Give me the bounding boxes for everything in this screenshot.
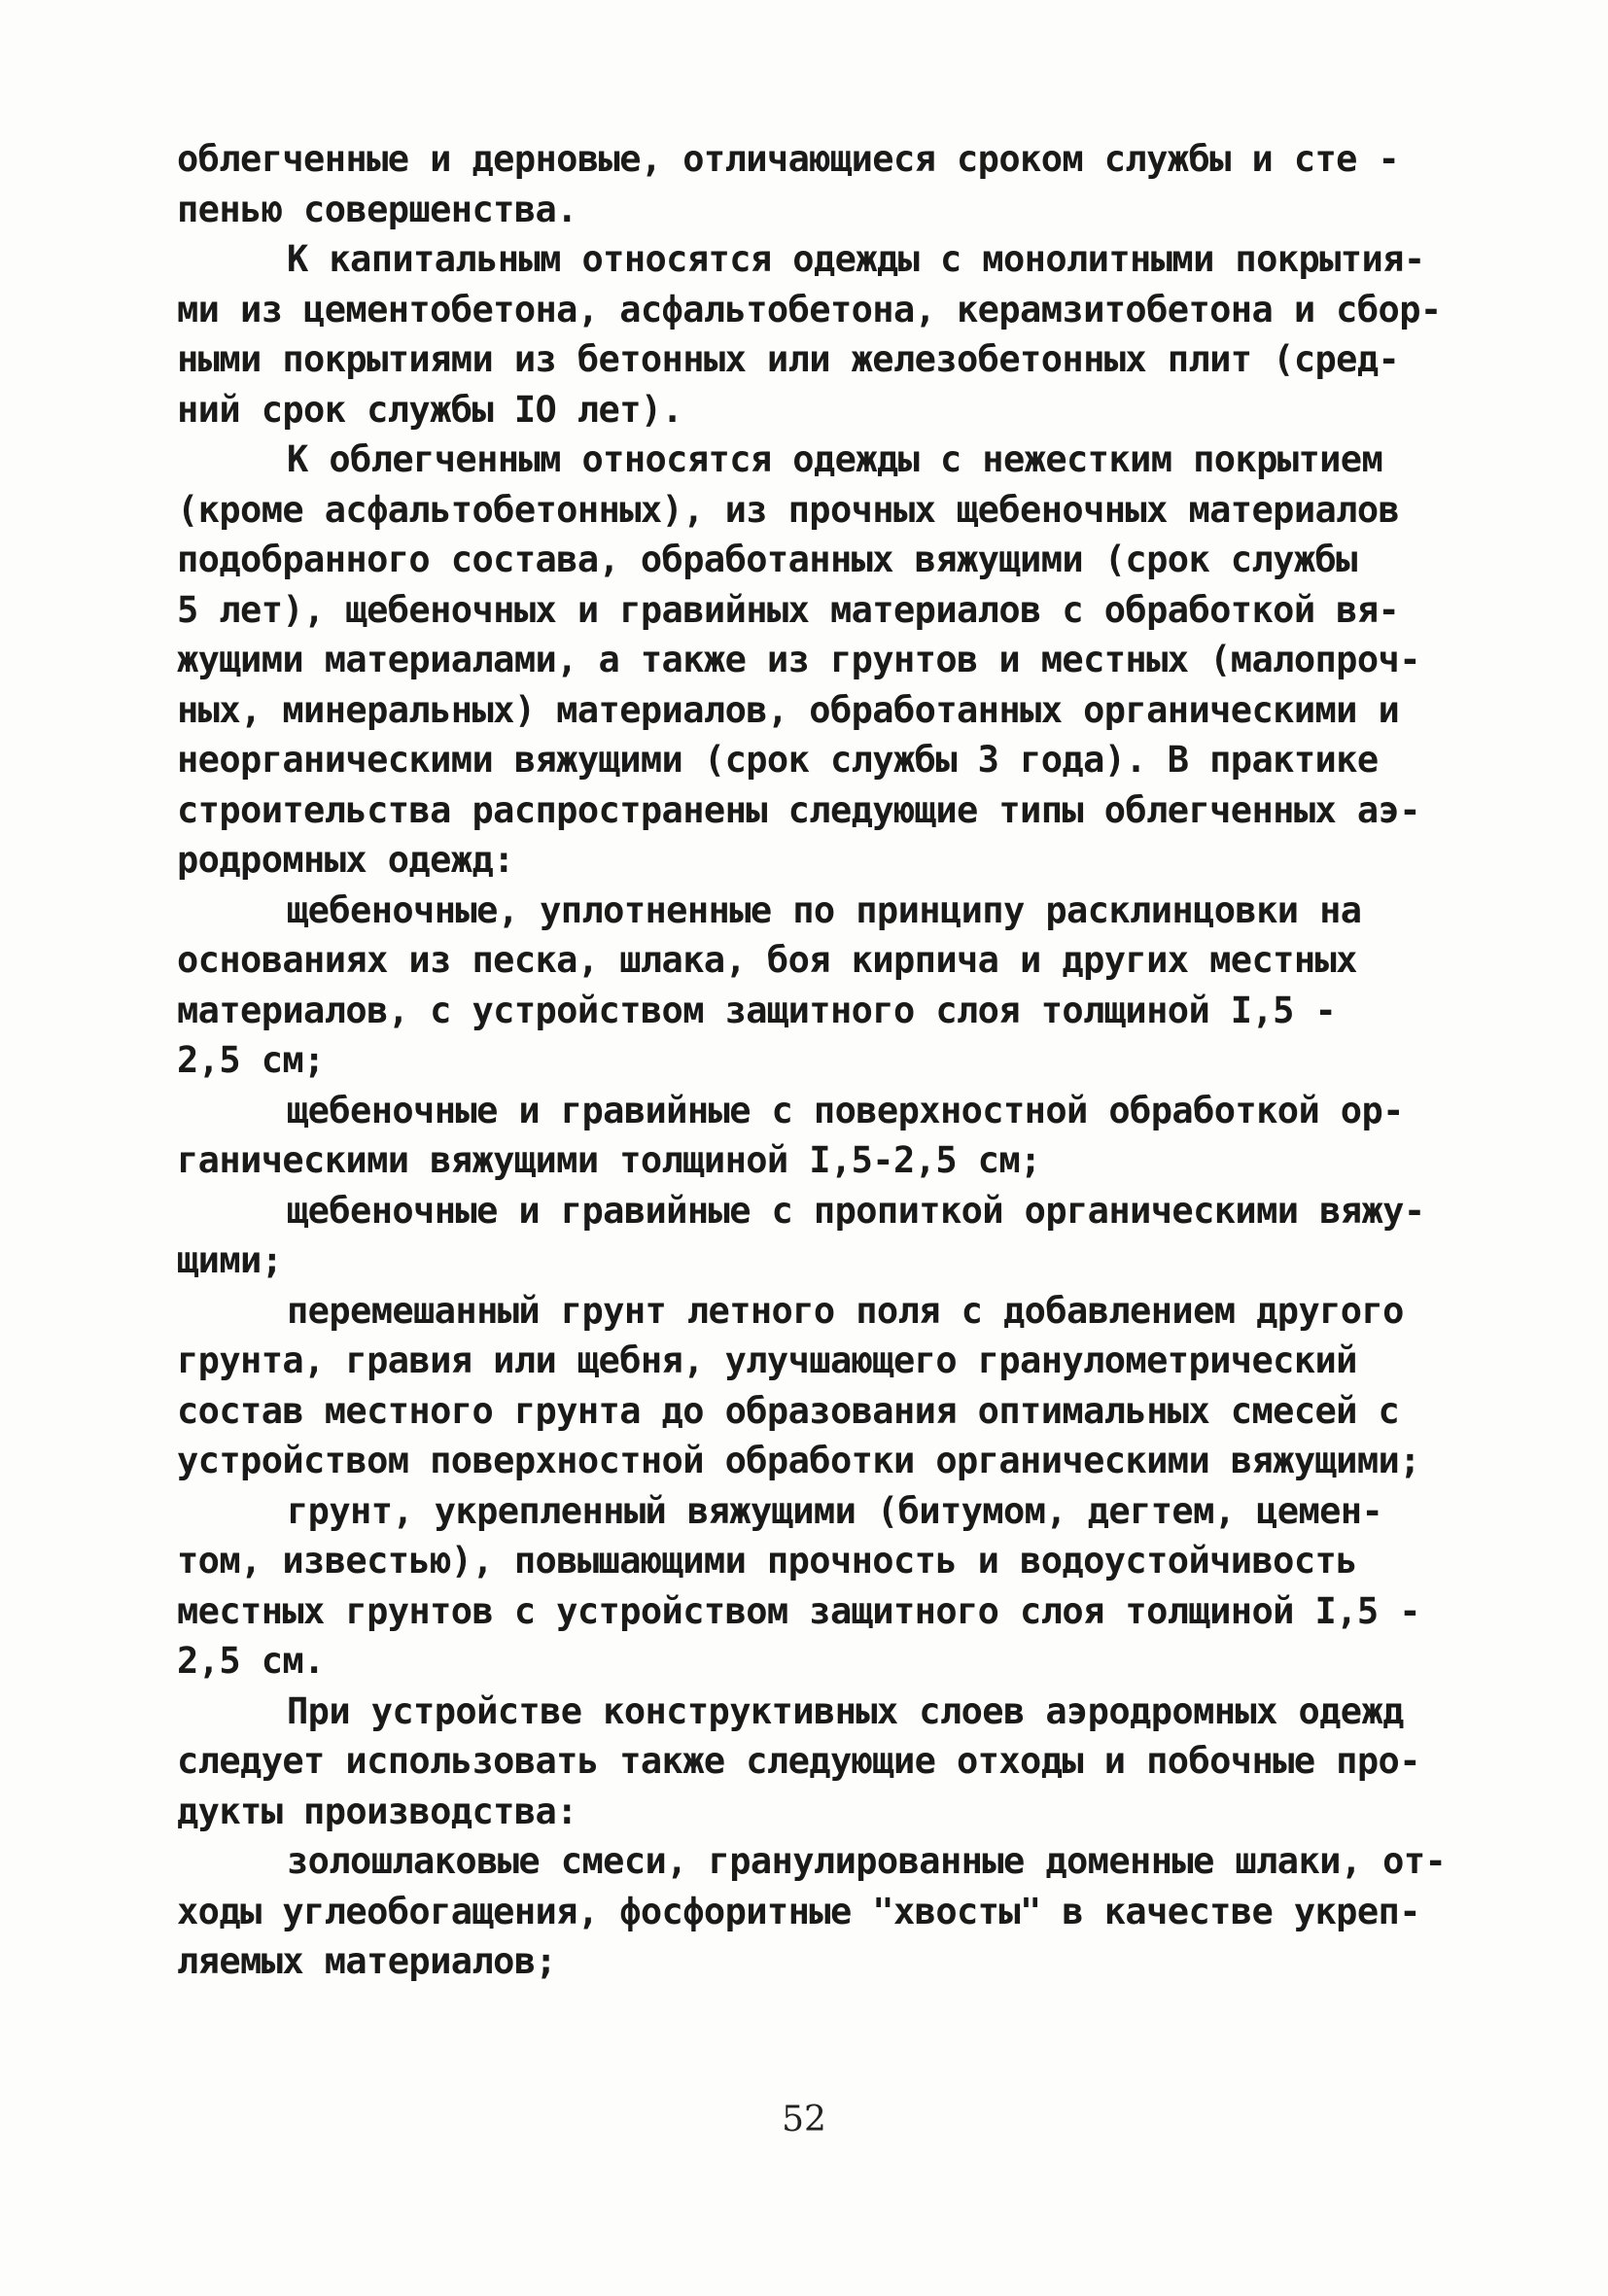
page-number: 52 bbox=[782, 2100, 826, 2139]
text-line: материалов, с устройством защитного слоя толщиной I,5 - bbox=[177, 989, 1337, 1031]
text-line: перемешанный грунт летного поля с добавлением другого bbox=[287, 1289, 1404, 1332]
text-line: облегченные и дерновые, отличающиеся сроком службы и сте - bbox=[177, 138, 1400, 180]
text-line: грунта, гравия или щебня, улучшающего гранулометрический bbox=[177, 1339, 1357, 1381]
text-line: следует использовать также следующие отходы и побочные про- bbox=[177, 1740, 1420, 1782]
text-line: 2,5 см; bbox=[177, 1039, 325, 1081]
text-line: 5 лет), щебеночных и гравийных материалов с обработкой вя- bbox=[177, 588, 1400, 631]
text-line: золошлаковые смеси, гранулированные доменные шлаки, от- bbox=[287, 1840, 1447, 1882]
text-line: К облегченным относятся одежды с нежестким покрытием bbox=[287, 438, 1383, 480]
text-line: ганическими вяжущими толщиной I,5-2,5 см; bbox=[177, 1139, 1041, 1181]
text-line: щебеночные, уплотненные по принципу расклинцовки на bbox=[287, 888, 1362, 931]
text-line: ных, минеральных) материалов, обработанных органическими и bbox=[177, 688, 1400, 731]
text-line: местных грунтов с устройством защитного слоя толщиной I,5 - bbox=[177, 1589, 1420, 1632]
text-line: том, известью), повышающими прочность и водоустойчивость bbox=[177, 1540, 1357, 1582]
text-line: грунт, укрепленный вяжущими (битумом, дегтем, цемен- bbox=[287, 1489, 1383, 1532]
text-line: состав местного грунта до образования оптимальных смесей с bbox=[177, 1389, 1400, 1432]
text-line: ляемых материалов; bbox=[177, 1940, 557, 1982]
text-line: ходы углеобогащения, фосфоритные "хвосты" в качестве укреп- bbox=[177, 1890, 1420, 1932]
text-line: ными покрытиями из бетонных или железобетонных плит (сред- bbox=[177, 338, 1400, 380]
text-line: пенью совершенства. bbox=[177, 188, 577, 230]
text-line: ний срок службы IO лет). bbox=[177, 388, 683, 431]
text-line: щебеночные и гравийные с пропиткой органическими вяжу- bbox=[287, 1189, 1425, 1232]
text-line: устройством поверхностной обработки органическими вяжущими; bbox=[177, 1440, 1420, 1481]
text-line: К капитальным относятся одежды с монолитными покрытия- bbox=[287, 238, 1425, 280]
text-line: ми из цементобетона, асфальтобетона, керамзитобетона и сбор- bbox=[177, 288, 1442, 330]
text-line: родромных одежд: bbox=[177, 839, 514, 881]
text-line: жущими материалами, а также из грунтов и местных (малопроч- bbox=[177, 639, 1420, 680]
text-line: 2,5 см. bbox=[177, 1640, 325, 1682]
text-line: строительства распространены следующие типы облегченных аэ- bbox=[177, 788, 1420, 831]
text-line: щебеночные и гравийные с поверхностной обработкой ор- bbox=[287, 1089, 1404, 1131]
text-line: подобранного состава, обработанных вяжущими (срок службы bbox=[177, 539, 1357, 580]
text-line: дукты производства: bbox=[177, 1790, 577, 1832]
text-line: основаниях из песка, шлака, боя кирпича и других местных bbox=[177, 939, 1357, 981]
text-line: щими; bbox=[177, 1239, 283, 1281]
text-line: При устройстве конструктивных слоев аэродромных одежд bbox=[287, 1689, 1404, 1732]
text-line: (кроме асфальтобетонных), из прочных щебеночных материалов bbox=[177, 488, 1400, 531]
body-text bbox=[177, 134, 1447, 1987]
text-line: неорганическими вяжущими (срок службы 3 года). В практике bbox=[177, 739, 1379, 781]
